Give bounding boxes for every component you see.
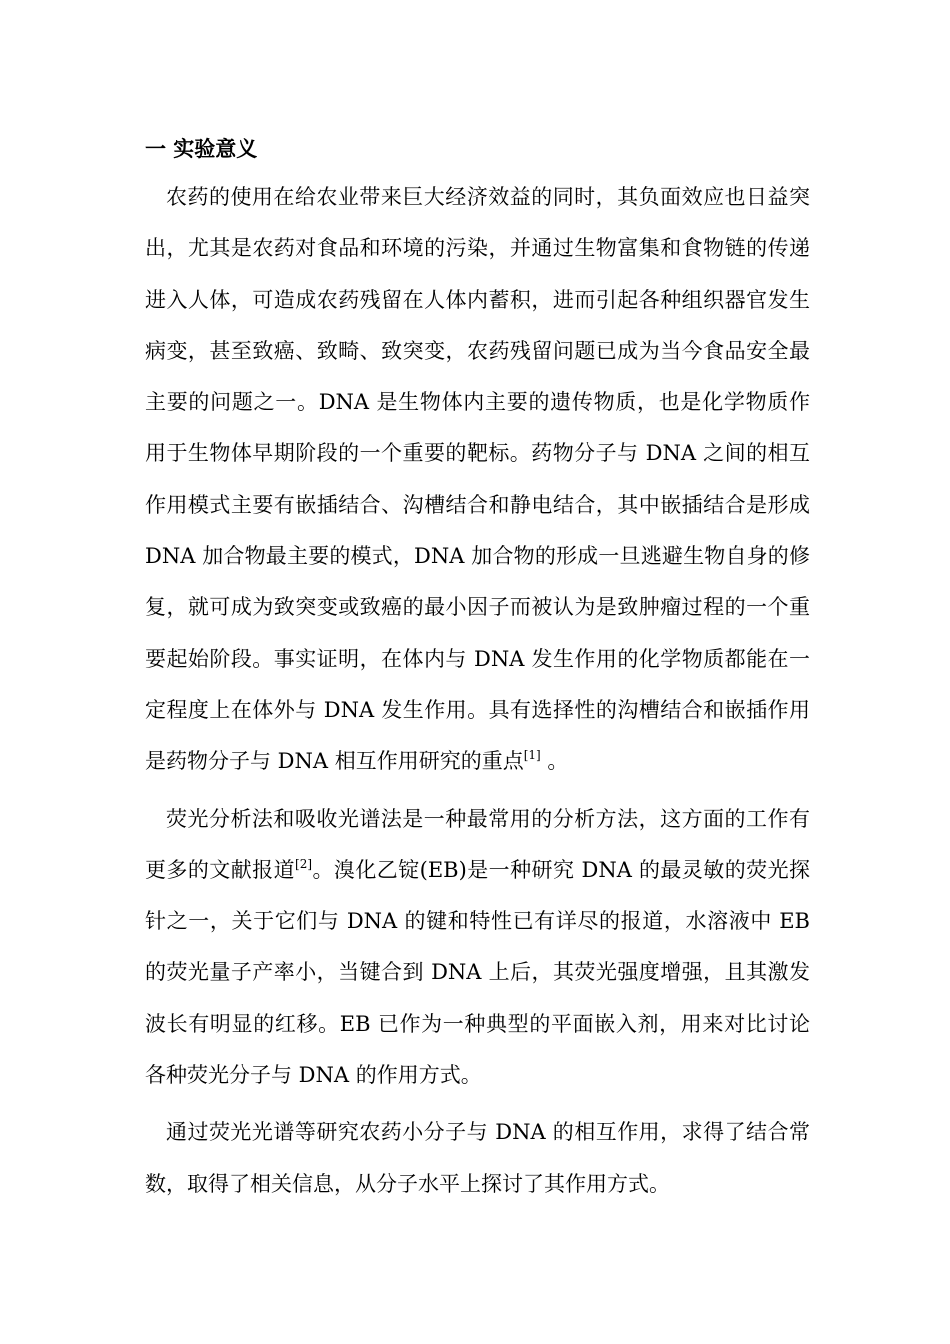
paragraph-significance bbox=[145, 172, 810, 788]
paragraph-text: 通过荧光光谱等研究农药小分子与 DNA 的相互作用，求得了结合常数，取得了相关信息，从分子水平上探讨了其作用方式。 bbox=[145, 1120, 810, 1196]
section-heading: 一 实验意义 bbox=[145, 137, 258, 161]
citation-ref: [1] bbox=[523, 748, 541, 763]
citation-ref: [2] bbox=[295, 856, 313, 871]
paragraph-tail: 。 bbox=[540, 749, 569, 774]
paragraph-text: 荧光分析法和吸收光谱法是一种最常用的分析方法，这方面的工作有更多的文献报道 bbox=[145, 806, 810, 882]
paragraph-text: 农药的使用在给农业带来巨大经济效益的同时，其负面效应也日益突出，尤其是农药对食品和环境的污染，并通过生物富集和食物链的传递进入人体，可造成农药残留在人体内蓄积，进而引起各种组织器官发生病变，甚至致癌、致畸、致突变，农药残留问题已成为当今食品安全最主要的问题之一。DNA 是生物体内主要的遗传物质，也是化学物质作用于生物体早期阶段的一个重要的靶标。药物分子与 DNA 之间的相互作用模式主要有嵌插结合、沟槽结合和静电结合，其中嵌插结合是形成 DNA 加合物最主要的模式，DNA 加合物的形成一旦逃避生物自身的修复，就可成为致突变或致癌的最小因子而被认为是致肿瘤过程的一个重要起始阶段。事实证明，在体内与 DNA 发生作用的化学物质都能在一定程度上在体外与 DNA 发生作用。具有选择性的沟槽结合和嵌插作用是药物分子与 DNA 相互作用研究的重点 bbox=[145, 185, 810, 774]
paragraph-approach bbox=[145, 1107, 810, 1210]
paragraph-fluorescence bbox=[145, 794, 810, 1102]
paragraph-tail: 。溴化乙锭(EB)是一种研究 DNA 的最灵敏的荧光探针之一，关于它们与 DNA 的键和特性已有详尽的报道，水溶液中 EB 的荧光量子产率小，当键合到 DNA 上后，其荧光强度增强，且其激发波长有明显的红移。EB 已作为一种典型的平面嵌入剂，用来对比讨论各种荧光分子与 DNA 的作用方式。 bbox=[145, 857, 810, 1088]
